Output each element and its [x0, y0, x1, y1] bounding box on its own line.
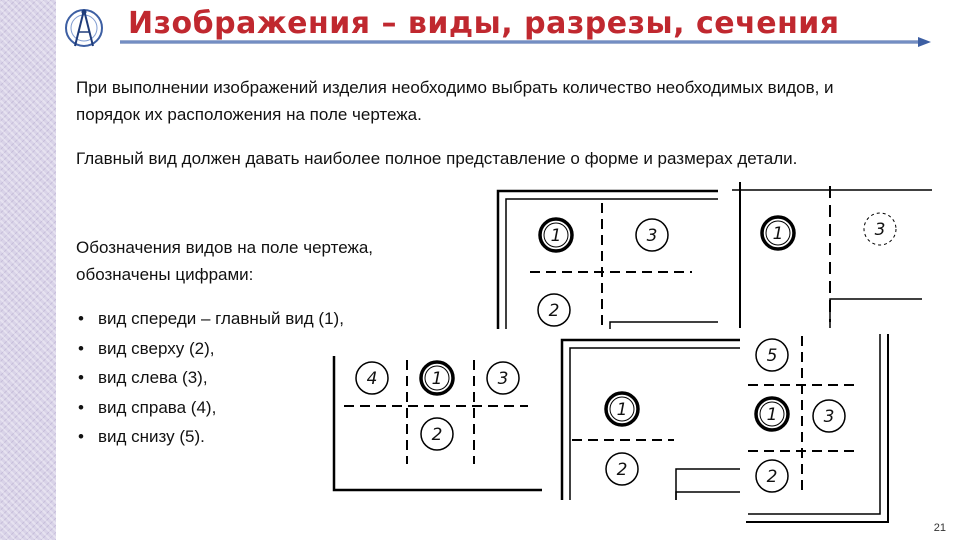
bullet-dot-icon: • [78, 338, 84, 358]
view-label: 3 [874, 220, 886, 240]
bullet-dot-icon: • [78, 427, 84, 446]
view-label: 3 [497, 369, 509, 389]
slide-title: Изображения – виды, разрезы, сечения [128, 6, 840, 41]
compass-logo-icon [62, 6, 106, 50]
view-label: 4 [366, 369, 378, 389]
bullet-dot-icon: • [78, 397, 84, 417]
view-label: 1 [766, 405, 778, 425]
view-label: 2 [616, 460, 628, 480]
main-view-paragraph: Главный вид должен давать наиболее полное представление о форме и размерах детали. [76, 149, 798, 168]
list-item: • вид сверху (2), [76, 334, 344, 364]
view-label: 1 [772, 224, 784, 244]
view-label: 2 [766, 467, 778, 487]
view-label: 1 [616, 400, 628, 420]
views-list [76, 304, 344, 452]
drawing-layout-5 [742, 334, 894, 524]
view-label: 1 [431, 369, 443, 389]
view-label: 2 [548, 301, 560, 321]
list-item: • вид справа (4), [76, 393, 344, 423]
view-label: 3 [823, 407, 835, 427]
views-designation-paragraph: Обозначения видов на поле чертежа, обозначены цифрами: [76, 238, 374, 284]
view-label: 5 [766, 346, 778, 366]
drawing-layout-2 [732, 182, 932, 328]
list-item: • вид снизу (5). [76, 422, 344, 452]
list-item: • вид слева (3), [76, 363, 344, 393]
title-underline-arrow [120, 36, 932, 48]
drawing-layout-4 [558, 334, 740, 500]
page-number: 21 [933, 522, 946, 534]
view-label: 3 [646, 226, 658, 246]
bullet-dot-icon: • [78, 309, 84, 328]
drawing-layout-1 [492, 183, 718, 329]
view-label: 2 [431, 425, 443, 445]
bullet-dot-icon: • [78, 368, 84, 387]
intro-paragraph: При выполнении изображений изделия необходимо выбрать количество необходимых видов, и порядок их расположения на поле чертежа. [76, 78, 834, 124]
drawing-layout-3 [328, 356, 542, 498]
view-label: 1 [550, 226, 562, 246]
decorative-sidebar [0, 0, 56, 540]
list-item: • вид спереди – главный вид (1), [76, 304, 344, 334]
